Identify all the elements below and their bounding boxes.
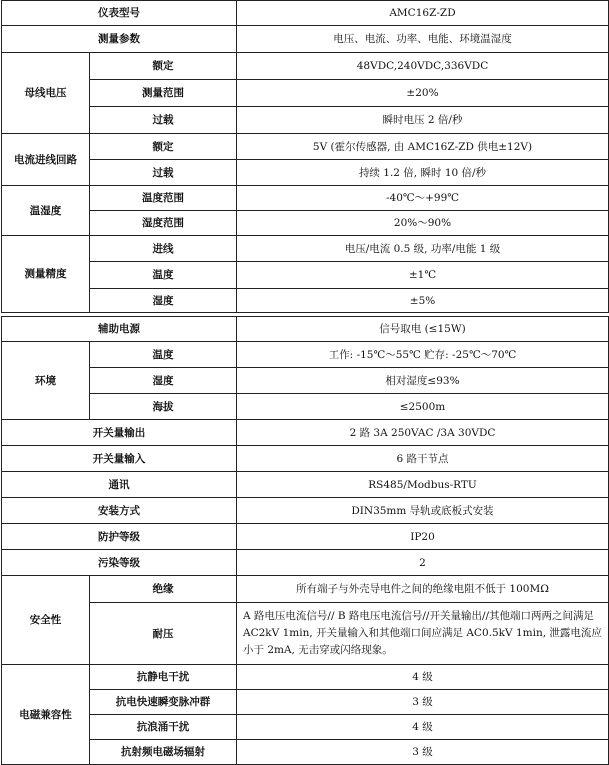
table-row (2, 262, 609, 289)
table-row (2, 53, 609, 80)
comm-label: 通讯 (2, 472, 237, 498)
table-row (2, 160, 609, 186)
bus-range-label: 测量范围 (90, 80, 237, 107)
hum-range-label: 湿度范围 (90, 211, 237, 236)
bus-overload-label: 过载 (90, 107, 237, 134)
rf-value: 3 级 (237, 740, 609, 765)
accuracy-label: 测量精度 (2, 236, 90, 313)
temp-range-value: -40℃～+99℃ (237, 186, 609, 211)
insulation-label: 绝缘 (90, 576, 237, 603)
protection-value: IP20 (237, 524, 609, 550)
eft-label: 抗电快速瞬变脉冲群 (90, 690, 237, 715)
env-altitude-label: 海拔 (90, 394, 237, 420)
comm-value: RS485/Modbus-RTU (237, 472, 609, 498)
surge-label: 抗浪涌干扰 (90, 715, 237, 740)
withstand-value: A 路电压电流信号// B 路电压电流信号//开关量输出//其他端口两两之间满足AC2kV 1min, 开关量输入和其他端口间应满足 AC0.5kV 1min, 泄露电流应小于 2mA, 无击穿或闪络现象。 (237, 603, 609, 665)
params-value: 电压、电流、功率、电能、环境温湿度 (237, 26, 609, 53)
switch-out-label: 开关量输出 (2, 420, 237, 446)
current-overload-value: 持续 1.2 倍, 瞬时 10 倍/秒 (237, 160, 609, 186)
table-row (2, 80, 609, 107)
table-row (2, 26, 609, 53)
env-hum-value: 相对湿度≤93% (237, 368, 609, 394)
table-row (2, 134, 609, 160)
accuracy-input-value: 电压/电流 0.5 级, 功率/电能 1 级 (237, 236, 609, 262)
table-row (2, 211, 609, 236)
bus-range-value: ±20% (237, 80, 609, 107)
bus-rated-label: 额定 (90, 53, 237, 80)
table-row (2, 317, 609, 342)
model-value: AMC16Z-ZD (237, 1, 609, 26)
install-label: 安装方式 (2, 498, 237, 524)
accuracy-hum-value: ±5% (237, 289, 609, 313)
table-row (2, 342, 609, 368)
table-row (2, 472, 609, 498)
table-row (2, 394, 609, 420)
aux-power-value: 信号取电 (≤15W) (237, 317, 609, 342)
current-loop-label: 电流进线回路 (2, 134, 90, 186)
rf-label: 抗射频电磁场辐射 (90, 740, 237, 765)
insulation-value: 所有端子与外壳导电件之间的绝缘电阻不低于 100MΩ (237, 576, 609, 603)
current-rated-value: 5V (霍尔传感器, 由 AMC16Z-ZD 供电±12V) (237, 134, 609, 160)
surge-value: 4 级 (237, 715, 609, 740)
temp-hum-label: 温湿度 (2, 186, 90, 236)
table-row (2, 420, 609, 446)
bus-rated-value: 48VDC,240VDC,336VDC (237, 53, 609, 80)
switch-out-value: 2 路 3A 250VAC /3A 30VDC (237, 420, 609, 446)
eft-value: 3 级 (237, 690, 609, 715)
current-rated-label: 额定 (90, 134, 237, 160)
switch-in-value: 6 路干节点 (237, 446, 609, 472)
esd-value: 4 级 (237, 665, 609, 690)
spec-table-top (1, 0, 609, 313)
environment-label: 环境 (2, 342, 90, 420)
safety-label: 安全性 (2, 576, 90, 665)
temp-range-label: 温度范围 (90, 186, 237, 211)
table-row (2, 1, 609, 26)
table-row (2, 368, 609, 394)
emc-label: 电磁兼容性 (2, 665, 90, 765)
env-temp-label: 温度 (90, 342, 237, 368)
table-row (2, 289, 609, 313)
pollution-value: 2 (237, 550, 609, 576)
table-row (2, 186, 609, 211)
params-label: 测量参数 (2, 26, 237, 53)
table-row (2, 665, 609, 690)
accuracy-hum-label: 湿度 (90, 289, 237, 313)
switch-in-label: 开关量输入 (2, 446, 237, 472)
current-overload-label: 过载 (90, 160, 237, 186)
spec-table-bottom (1, 316, 609, 765)
bus-overload-value: 瞬时电压 2 倍/秒 (237, 107, 609, 134)
bus-voltage-label: 母线电压 (2, 53, 90, 134)
protection-label: 防护等级 (2, 524, 237, 550)
accuracy-input-label: 进线 (90, 236, 237, 262)
table-row (2, 550, 609, 576)
table-row (2, 740, 609, 765)
pollution-label: 污染等级 (2, 550, 237, 576)
env-temp-value: 工作: -15℃～55℃ 贮存: -25℃～70℃ (237, 342, 609, 368)
table-row (2, 524, 609, 550)
install-value: DIN35mm 导轨或底板式安装 (237, 498, 609, 524)
table-row (2, 690, 609, 715)
table-row (2, 498, 609, 524)
table-row (2, 576, 609, 603)
aux-power-label: 辅助电源 (2, 317, 237, 342)
withstand-label: 耐压 (90, 603, 237, 665)
table-row (2, 236, 609, 262)
env-hum-label: 湿度 (90, 368, 237, 394)
env-altitude-value: ≤2500m (237, 394, 609, 420)
table-row (2, 715, 609, 740)
accuracy-temp-label: 温度 (90, 262, 237, 289)
hum-range-value: 20%～90% (237, 211, 609, 236)
accuracy-temp-value: ±1℃ (237, 262, 609, 289)
table-row (2, 603, 609, 665)
esd-label: 抗静电干扰 (90, 665, 237, 690)
model-label: 仪表型号 (2, 1, 237, 26)
table-row (2, 446, 609, 472)
table-row (2, 107, 609, 134)
